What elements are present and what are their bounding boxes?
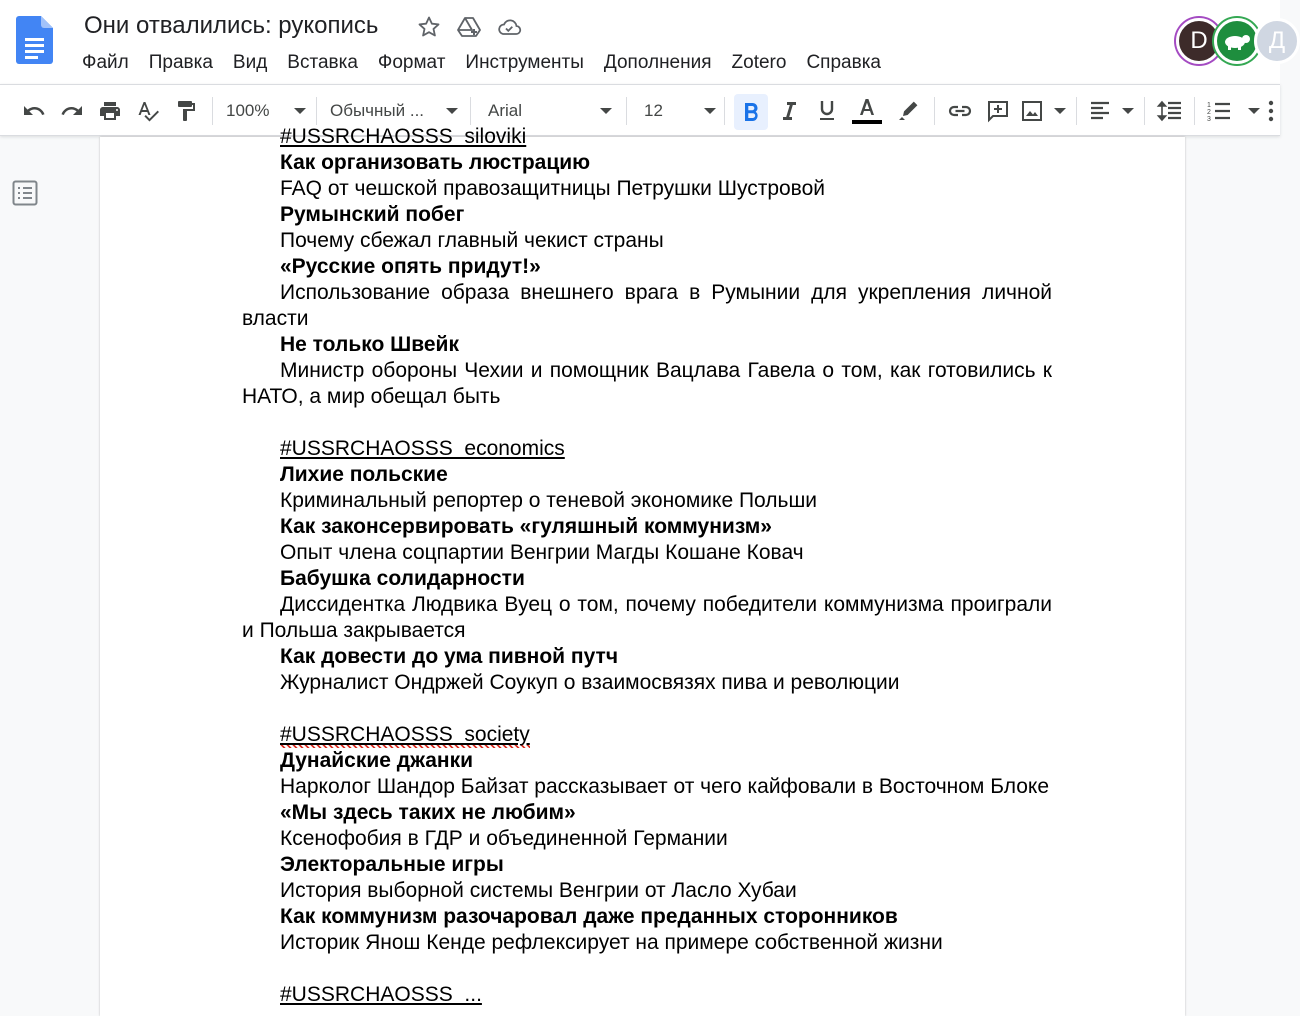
font-family-select[interactable] (488, 95, 612, 127)
article-description (242, 592, 1052, 644)
menu-insert[interactable]: Вставка (287, 52, 358, 73)
article-title-text: Как законсервировать «гуляшный коммунизм» (280, 515, 772, 538)
hashtag-text: #USSRCHAOSSS_siloviki (280, 125, 527, 148)
numbered-list-button[interactable] (1206, 95, 1260, 127)
toolbar-divider (934, 97, 935, 125)
article-description (242, 878, 1052, 904)
article-title (242, 644, 1052, 670)
chevron-down-icon (704, 108, 716, 114)
line-spacing-icon[interactable] (1154, 95, 1186, 127)
undo-icon[interactable] (18, 95, 50, 127)
toolbar-divider (212, 97, 213, 125)
zoom-value: 100% (226, 101, 270, 120)
svg-text:2: 2 (1207, 109, 1211, 116)
bold-icon (741, 101, 761, 123)
article-description-text: История выборной системы Венгрии от Ласло Хубаи (280, 879, 797, 902)
menu-edit[interactable]: Правка (148, 52, 213, 73)
chevron-down-icon (294, 108, 306, 114)
menu-file[interactable]: Файл (82, 52, 129, 73)
align-button[interactable] (1088, 95, 1134, 127)
article-title (242, 150, 1052, 176)
menu-addons[interactable]: Дополнения (603, 52, 712, 73)
toolbar-divider (626, 97, 627, 125)
article-title (242, 566, 1052, 592)
toolbar-divider (1076, 97, 1077, 125)
document-title[interactable]: Они отвалились: рукопись (84, 12, 379, 39)
article-description (242, 228, 1052, 254)
paragraph-style-select[interactable] (330, 95, 458, 127)
menu-tools[interactable]: Инструменты (465, 52, 584, 73)
article-title-text: Как довести до ума пивной путч (280, 645, 619, 668)
blank-line (242, 956, 1052, 982)
article-title-text: Электоральные игры (280, 853, 504, 876)
blank-line (242, 696, 1052, 722)
hashtag-text: #USSRCHAOSSS_economics (280, 437, 565, 460)
chevron-down-icon (446, 108, 458, 114)
section-hashtag (242, 436, 1052, 462)
article-description-text: Использование образа внешнего врага в Румынии для укрепления личной власти (242, 281, 1052, 330)
article-description (242, 280, 1052, 332)
chevron-down-icon (600, 108, 612, 114)
spellcheck-icon[interactable] (132, 95, 164, 127)
more-options-icon[interactable] (1268, 95, 1280, 127)
toolbar-divider (470, 97, 471, 125)
numbered-list-icon (1206, 99, 1232, 123)
font-size-value: 12 (644, 101, 663, 120)
article-title-text: Не только Швейк (280, 333, 459, 356)
document-body[interactable] (242, 124, 1052, 1008)
hashtag-text: #USSRCHAOSSS_society (280, 723, 530, 746)
article-title-text: Румынский побег (280, 203, 465, 226)
link-icon[interactable] (944, 95, 976, 127)
svg-text:3: 3 (1207, 116, 1211, 123)
section-hashtag (242, 722, 1052, 748)
svg-text:1: 1 (1207, 102, 1211, 109)
toolbar-divider (1144, 97, 1145, 125)
underline-icon[interactable] (812, 95, 842, 127)
document-outline-icon[interactable] (12, 180, 38, 206)
menu-format[interactable]: Формат (377, 52, 446, 73)
cloud-saved-icon[interactable] (496, 14, 522, 40)
italic-icon[interactable] (774, 95, 804, 127)
article-title-text: «Мы здесь таких не любим» (280, 801, 576, 824)
chevron-down-icon (1122, 108, 1134, 114)
title-icons (416, 14, 522, 40)
redo-icon[interactable] (56, 95, 88, 127)
article-title (242, 254, 1052, 280)
align-left-icon (1088, 99, 1112, 123)
article-description-text: Ксенофобия в ГДР и объединенной Германии (280, 827, 728, 850)
print-icon[interactable] (94, 95, 126, 127)
document-page[interactable] (100, 125, 1185, 1016)
article-description (242, 540, 1052, 566)
article-description (242, 488, 1052, 514)
hashtag-text: #USSRCHAOSSS_... (280, 983, 482, 1006)
image-icon (1020, 99, 1044, 123)
article-description-text: FAQ от чешской правозащитницы Петрушки Шустровой (280, 177, 826, 200)
docs-header (0, 0, 1286, 84)
article-title (242, 332, 1052, 358)
article-title-text: Дунайские джанки (280, 749, 474, 772)
article-description-text: Диссидентка Людвика Вуец о том, почему победители коммунизма проиграли и Польша закрывается (242, 593, 1052, 642)
avatar[interactable]: D (1176, 18, 1222, 64)
article-title (242, 514, 1052, 540)
chevron-down-icon (1054, 108, 1066, 114)
menu-help[interactable]: Справка (806, 52, 881, 73)
add-comment-icon[interactable] (982, 95, 1014, 127)
insert-image-button[interactable] (1020, 95, 1066, 127)
article-title (242, 462, 1052, 488)
collaborator-avatars (1176, 18, 1286, 64)
article-title-text: Бабушка солидарности (280, 567, 525, 590)
article-description (242, 176, 1052, 202)
menu-zotero[interactable]: Zotero (731, 52, 787, 73)
toolbar-divider (724, 97, 725, 125)
article-description-text: Журналист Ондржей Соукуп о взаимосвязях пива и революции (280, 671, 900, 694)
article-description (242, 358, 1052, 410)
article-title-text: Лихие польские (280, 463, 448, 486)
article-description-text: Почему сбежал главный чекист страны (280, 229, 664, 252)
menu-bar (72, 48, 891, 78)
article-title (242, 800, 1052, 826)
article-title (242, 748, 1052, 774)
font-family-value: Arial (488, 101, 523, 120)
text-color-icon[interactable] (850, 95, 884, 127)
article-description-text: Историк Янош Кенде рефлексирует на примере собственной жизни (280, 931, 943, 954)
article-title (242, 852, 1052, 878)
star-icon[interactable] (416, 14, 442, 40)
paragraph-style-value: Обычный ... (330, 101, 425, 120)
article-title (242, 904, 1052, 930)
font-size-select[interactable] (644, 95, 716, 127)
toolbar-divider (316, 97, 317, 125)
section-hashtag (242, 982, 1052, 1008)
article-description (242, 774, 1052, 800)
article-description-text: Криминальный репортер о теневой экономике Польши (280, 489, 818, 512)
chevron-down-icon (1248, 108, 1260, 114)
article-description (242, 930, 1052, 956)
article-title (242, 202, 1052, 228)
move-to-drive-icon[interactable] (456, 14, 482, 40)
article-description-text: Нарколог Шандор Байзат рассказывает от чего кайфовали в Восточном Блоке (280, 775, 1050, 798)
article-title-text: Как организовать люстрацию (280, 151, 591, 174)
avatar[interactable]: Д (1254, 18, 1300, 64)
paint-format-icon[interactable] (170, 95, 202, 127)
zoom-select[interactable] (226, 95, 306, 127)
article-title-text: Как коммунизм разочаровал даже преданных сторонников (280, 905, 898, 928)
docs-logo-icon[interactable] (16, 16, 53, 64)
menu-view[interactable]: Вид (232, 52, 268, 73)
section-hashtag (242, 124, 1052, 150)
article-description (242, 670, 1052, 696)
article-description (242, 826, 1052, 852)
article-description-text: Опыт члена соцпартии Венгрии Магды Кошане Ковач (280, 541, 804, 564)
article-description-text: Министр обороны Чехии и помощник Вацлава Гавела о том, как готовились к НАТО, а мир обещал быть (242, 359, 1052, 408)
highlight-color-icon[interactable] (892, 95, 924, 127)
blank-line (242, 410, 1052, 436)
article-title-text: «Русские опять придут!» (280, 255, 541, 278)
toolbar-divider (1194, 97, 1195, 125)
